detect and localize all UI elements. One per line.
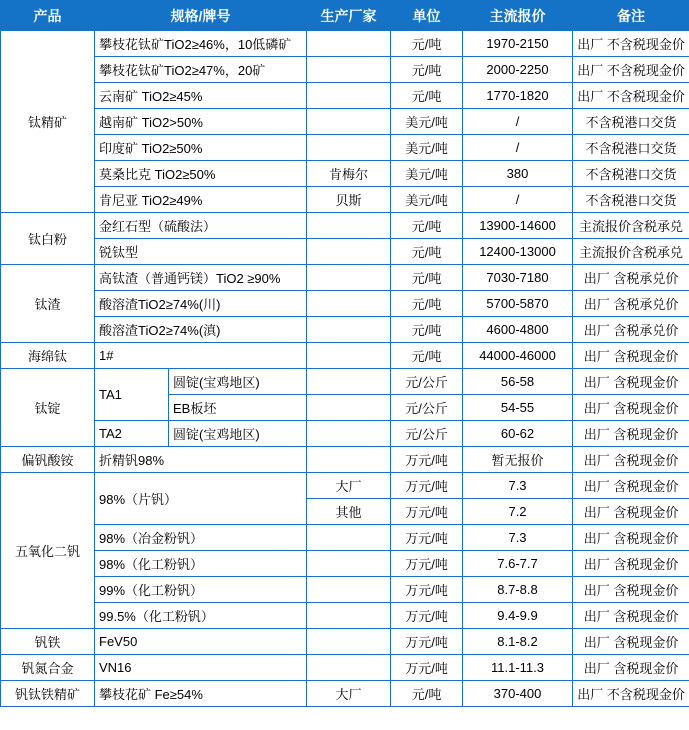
factory-cell (307, 421, 391, 447)
spec-cell: 越南矿 TiO2>50% (95, 109, 307, 135)
unit-cell: 美元/吨 (391, 161, 463, 187)
price-cell: 4600-4800 (463, 317, 573, 343)
price-cell: / (463, 187, 573, 213)
table-row (1, 603, 689, 629)
header-unit: 单位 (391, 1, 463, 31)
remark-cell: 出厂 含税现金价 (573, 395, 689, 421)
product-category-cell: 偏钒酸铵 (1, 447, 95, 473)
factory-cell (307, 551, 391, 577)
unit-cell: 万元/吨 (391, 629, 463, 655)
factory-cell (307, 291, 391, 317)
spec-cell: VN16 (95, 655, 307, 681)
factory-cell (307, 369, 391, 395)
factory-cell (307, 31, 391, 57)
header-product: 产品 (1, 1, 95, 31)
factory-cell: 其他 (307, 499, 391, 525)
product-category-cell: 钛白粉 (1, 213, 95, 265)
spec-cell: 攀枝花钛矿TiO2≥46%，10低磷矿 (95, 31, 307, 57)
remark-cell: 出厂 含税现金价 (573, 603, 689, 629)
factory-cell (307, 213, 391, 239)
remark-cell: 不含税港口交货 (573, 161, 689, 187)
spec-cell: 云南矿 TiO2≥45% (95, 83, 307, 109)
price-cell: 7.2 (463, 499, 573, 525)
remark-cell: 主流报价含税承兑 (573, 239, 689, 265)
remark-cell: 出厂 含税现金价 (573, 369, 689, 395)
unit-cell: 元/吨 (391, 681, 463, 707)
unit-cell: 元/公斤 (391, 395, 463, 421)
remark-cell: 出厂 含税承兑价 (573, 317, 689, 343)
factory-cell (307, 655, 391, 681)
factory-cell (307, 603, 391, 629)
remark-cell: 出厂 含税现金价 (573, 629, 689, 655)
factory-cell (307, 265, 391, 291)
spec-cell: 高钛渣（普通钙镁）TiO2 ≥90% (95, 265, 307, 291)
factory-cell (307, 525, 391, 551)
table-row (1, 187, 689, 213)
factory-cell (307, 317, 391, 343)
unit-cell: 元/吨 (391, 291, 463, 317)
spec-grade-cell: TA1 (95, 369, 169, 421)
unit-cell: 元/吨 (391, 57, 463, 83)
product-category-cell: 钒铁 (1, 629, 95, 655)
spec-cell: 酸溶渣TiO2≥74%(滇) (95, 317, 307, 343)
price-cell: 12400-13000 (463, 239, 573, 265)
unit-cell: 元/吨 (391, 343, 463, 369)
price-cell: 7.6-7.7 (463, 551, 573, 577)
factory-cell: 大厂 (307, 681, 391, 707)
unit-cell: 元/吨 (391, 239, 463, 265)
unit-cell: 万元/吨 (391, 603, 463, 629)
price-cell: 9.4-9.9 (463, 603, 573, 629)
product-category-cell: 钛锭 (1, 369, 95, 447)
product-category-cell: 海绵钛 (1, 343, 95, 369)
table-row (1, 291, 689, 317)
remark-cell: 出厂 含税现金价 (573, 421, 689, 447)
spec-detail-cell: 圆锭(宝鸡地区) (169, 369, 307, 395)
unit-cell: 万元/吨 (391, 499, 463, 525)
table-row (1, 525, 689, 551)
product-category-cell: 钒氮合金 (1, 655, 95, 681)
price-cell: 54-55 (463, 395, 573, 421)
factory-cell: 贝斯 (307, 187, 391, 213)
table-body (1, 31, 689, 707)
spec-cell: 98%（冶金粉钒） (95, 525, 307, 551)
spec-cell: 99%（化工粉钒） (95, 577, 307, 603)
product-category-cell: 钛渣 (1, 265, 95, 343)
product-category-cell: 五氧化二钒 (1, 473, 95, 629)
spec-cell: 酸溶渣TiO2≥74%(川) (95, 291, 307, 317)
table-row (1, 369, 689, 395)
price-cell: 380 (463, 161, 573, 187)
spec-grade-cell: TA2 (95, 421, 169, 447)
table-row (1, 551, 689, 577)
price-cell: 44000-46000 (463, 343, 573, 369)
spec-cell: 攀枝花矿 Fe≥54% (95, 681, 307, 707)
header-price: 主流报价 (463, 1, 573, 31)
remark-cell: 出厂 含税现金价 (573, 525, 689, 551)
unit-cell: 万元/吨 (391, 473, 463, 499)
remark-cell: 出厂 含税现金价 (573, 343, 689, 369)
remark-cell: 不含税港口交货 (573, 187, 689, 213)
spec-detail-cell: 圆锭(宝鸡地区) (169, 421, 307, 447)
table-row (1, 317, 689, 343)
remark-cell: 出厂 不含税现金价 (573, 83, 689, 109)
remark-cell: 出厂 不含税现金价 (573, 31, 689, 57)
spec-cell: 莫桑比克 TiO2≥50% (95, 161, 307, 187)
unit-cell: 万元/吨 (391, 525, 463, 551)
remark-cell: 主流报价含税承兑 (573, 213, 689, 239)
spec-cell: 1# (95, 343, 307, 369)
table-row (1, 629, 689, 655)
price-cell: 370-400 (463, 681, 573, 707)
header-row (1, 1, 689, 31)
unit-cell: 美元/吨 (391, 187, 463, 213)
table-row (1, 447, 689, 473)
table-row (1, 655, 689, 681)
unit-cell: 万元/吨 (391, 551, 463, 577)
price-cell: 56-58 (463, 369, 573, 395)
table-row (1, 31, 689, 57)
spec-cell: 攀枝花钛矿TiO2≥47%，20矿 (95, 57, 307, 83)
unit-cell: 万元/吨 (391, 577, 463, 603)
remark-cell: 出厂 含税承兑价 (573, 265, 689, 291)
spec-detail-cell: EB板坯 (169, 395, 307, 421)
price-cell: 7030-7180 (463, 265, 573, 291)
factory-cell: 大厂 (307, 473, 391, 499)
unit-cell: 美元/吨 (391, 135, 463, 161)
unit-cell: 元/吨 (391, 317, 463, 343)
price-cell: 5700-5870 (463, 291, 573, 317)
spec-cell: 金红石型（硫酸法） (95, 213, 307, 239)
table-row (1, 473, 689, 499)
remark-cell: 出厂 含税现金价 (573, 499, 689, 525)
price-cell: 60-62 (463, 421, 573, 447)
remark-cell: 出厂 含税现金价 (573, 447, 689, 473)
table-row (1, 109, 689, 135)
factory-cell: 肯梅尔 (307, 161, 391, 187)
factory-cell (307, 135, 391, 161)
table-row (1, 265, 689, 291)
unit-cell: 元/吨 (391, 83, 463, 109)
price-cell: 2000-2250 (463, 57, 573, 83)
remark-cell: 出厂 含税现金价 (573, 551, 689, 577)
remark-cell: 出厂 含税现金价 (573, 473, 689, 499)
remark-cell: 不含税港口交货 (573, 135, 689, 161)
spec-cell: 98%（化工粉钒） (95, 551, 307, 577)
price-cell: 1970-2150 (463, 31, 573, 57)
header-spec: 规格/牌号 (95, 1, 307, 31)
header-factory: 生产厂家 (307, 1, 391, 31)
price-cell: 8.1-8.2 (463, 629, 573, 655)
remark-cell: 出厂 含税现金价 (573, 655, 689, 681)
spec-cell: 99.5%（化工粉钒） (95, 603, 307, 629)
price-cell: 11.1-11.3 (463, 655, 573, 681)
price-cell: 7.3 (463, 525, 573, 551)
spec-cell: 98%（片钒） (95, 473, 307, 525)
remark-cell: 不含税港口交货 (573, 109, 689, 135)
table-row (1, 239, 689, 265)
header-remark: 备注 (573, 1, 689, 31)
spec-cell: 印度矿 TiO2≥50% (95, 135, 307, 161)
remark-cell: 出厂 含税现金价 (573, 577, 689, 603)
table-row (1, 83, 689, 109)
table-row (1, 135, 689, 161)
product-category-cell: 钛精矿 (1, 31, 95, 213)
table-row (1, 681, 689, 707)
factory-cell (307, 577, 391, 603)
unit-cell: 元/公斤 (391, 369, 463, 395)
table-row (1, 161, 689, 187)
price-cell: / (463, 135, 573, 161)
price-cell: 8.7-8.8 (463, 577, 573, 603)
remark-cell: 出厂 不含税现金价 (573, 681, 689, 707)
unit-cell: 万元/吨 (391, 447, 463, 473)
remark-cell: 出厂 含税承兑价 (573, 291, 689, 317)
unit-cell: 美元/吨 (391, 109, 463, 135)
factory-cell (307, 109, 391, 135)
factory-cell (307, 239, 391, 265)
spec-cell: 锐钛型 (95, 239, 307, 265)
spec-cell: 折精钒98% (95, 447, 307, 473)
unit-cell: 万元/吨 (391, 655, 463, 681)
table-row (1, 213, 689, 239)
table-row (1, 421, 689, 447)
factory-cell (307, 83, 391, 109)
price-cell: 1770-1820 (463, 83, 573, 109)
price-cell: 13900-14600 (463, 213, 573, 239)
table-row (1, 57, 689, 83)
factory-cell (307, 343, 391, 369)
price-cell: 暂无报价 (463, 447, 573, 473)
price-cell: 7.3 (463, 473, 573, 499)
price-cell: / (463, 109, 573, 135)
factory-cell (307, 395, 391, 421)
unit-cell: 元/吨 (391, 265, 463, 291)
table-row (1, 577, 689, 603)
unit-cell: 元/吨 (391, 31, 463, 57)
remark-cell: 出厂 不含税现金价 (573, 57, 689, 83)
spec-cell: 肯尼亚 TiO2≥49% (95, 187, 307, 213)
product-category-cell: 钒钛铁精矿 (1, 681, 95, 707)
factory-cell (307, 447, 391, 473)
table-header (1, 1, 689, 31)
unit-cell: 元/吨 (391, 213, 463, 239)
factory-cell (307, 57, 391, 83)
spec-cell: FeV50 (95, 629, 307, 655)
unit-cell: 元/公斤 (391, 421, 463, 447)
table-row (1, 343, 689, 369)
factory-cell (307, 629, 391, 655)
